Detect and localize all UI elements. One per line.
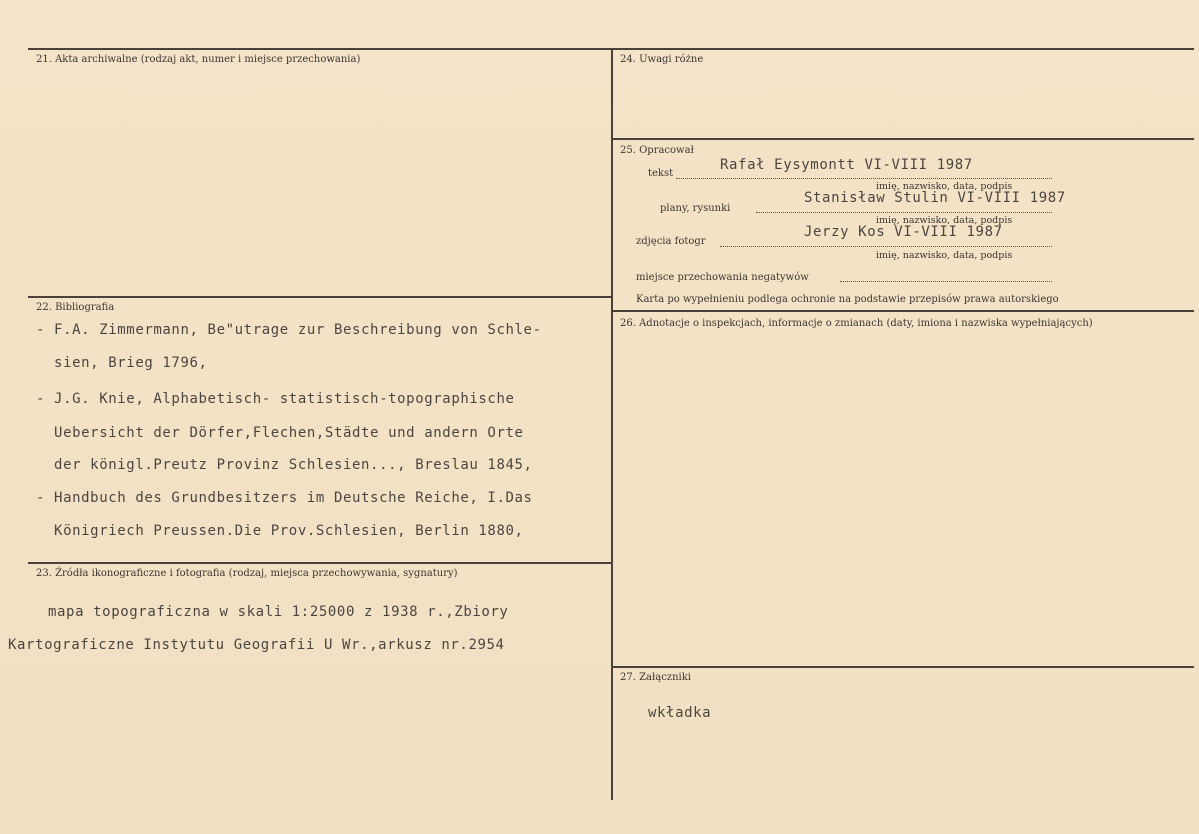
zdjecia-caption: imię, nazwisko, data, podpis: [876, 250, 1013, 261]
bibliography-line-4: Uebersicht der Dörfer,Flechen,Städte und andern Orte: [36, 425, 524, 441]
section-22-label: 22. Bibliografia: [36, 302, 115, 313]
bibliography-line-7: Königriech Preussen.Die Prov.Schlesien, Berlin 1880,: [36, 523, 524, 539]
bibliography-line-6: - Handbuch des Grundbesitzers im Deutsche Reiche, I.Das: [36, 490, 533, 506]
iconography-line-2: Kartograficzne Instytutu Geografii U Wr.,arkusz nr.2954: [8, 637, 505, 653]
negatywy-label: miejsce przechowania negatywów: [636, 272, 809, 283]
negatywy-dotted-line: [840, 281, 1052, 282]
zdjecia-dotted-line: [720, 246, 1052, 247]
attachment-value: wkładka: [648, 705, 712, 721]
bibliography-line-5: der königl.Preutz Provinz Schlesien..., Breslau 1845,: [36, 457, 533, 473]
section-21-label: 21. Akta archiwalne (rodzaj akt, numer i miejsce przechowania): [36, 54, 361, 65]
section-26-label: 26. Adnotacje o inspekcjach, informacje o zmianach (daty, imiona i nazwiska wypełniających): [620, 318, 1093, 329]
rule-21-22: [28, 296, 612, 298]
bibliography-line-3: - J.G. Knie, Alphabetisch- statistisch-topographische: [36, 391, 515, 407]
plany-dotted-line: [756, 212, 1052, 213]
bibliography-line-2: sien, Brieg 1796,: [36, 355, 208, 371]
bibliography-line-1: - F.A. Zimmermann, Be"utrage zur Beschreibung von Schle-: [36, 322, 542, 338]
tekst-dotted-line: [676, 178, 1052, 179]
plany-caption: imię, nazwisko, data, podpis: [876, 215, 1013, 226]
rule-25-26: [612, 310, 1194, 312]
tekst-caption: imię, nazwisko, data, podpis: [876, 181, 1013, 192]
rule-24-25: [612, 138, 1194, 140]
section-27-label: 27. Załączniki: [620, 672, 691, 683]
tekst-value: Rafał Eysymontt VI-VIII 1987: [720, 157, 973, 173]
zdjecia-value: Jerzy Kos VI-VIII 1987: [804, 224, 1003, 240]
plany-label: plany, rysunki: [660, 203, 731, 214]
rule-26-27: [612, 666, 1194, 668]
iconography-line-1: mapa topograficzna w skali 1:25000 z 1938 r.,Zbiory: [48, 604, 509, 620]
copyright-notice: Karta po wypełnieniu podlega ochronie na podstawie przepisów prawa autorskiego: [636, 294, 1059, 305]
rule-22-23: [28, 562, 612, 564]
section-23-label: 23. Źródła ikonograficzne i fotografia (rodzaj, miejsca przechowywania, sygnatury): [36, 568, 458, 579]
zdjecia-label: zdjęcia fotogr: [636, 236, 706, 247]
tekst-label: tekst: [648, 168, 674, 179]
section-24-label: 24. Uwagi różne: [620, 54, 704, 65]
column-divider: [611, 48, 613, 800]
plany-value: Stanisław Stulin VI-VIII 1987: [804, 190, 1066, 206]
section-25-label: 25. Opracował: [620, 145, 694, 156]
